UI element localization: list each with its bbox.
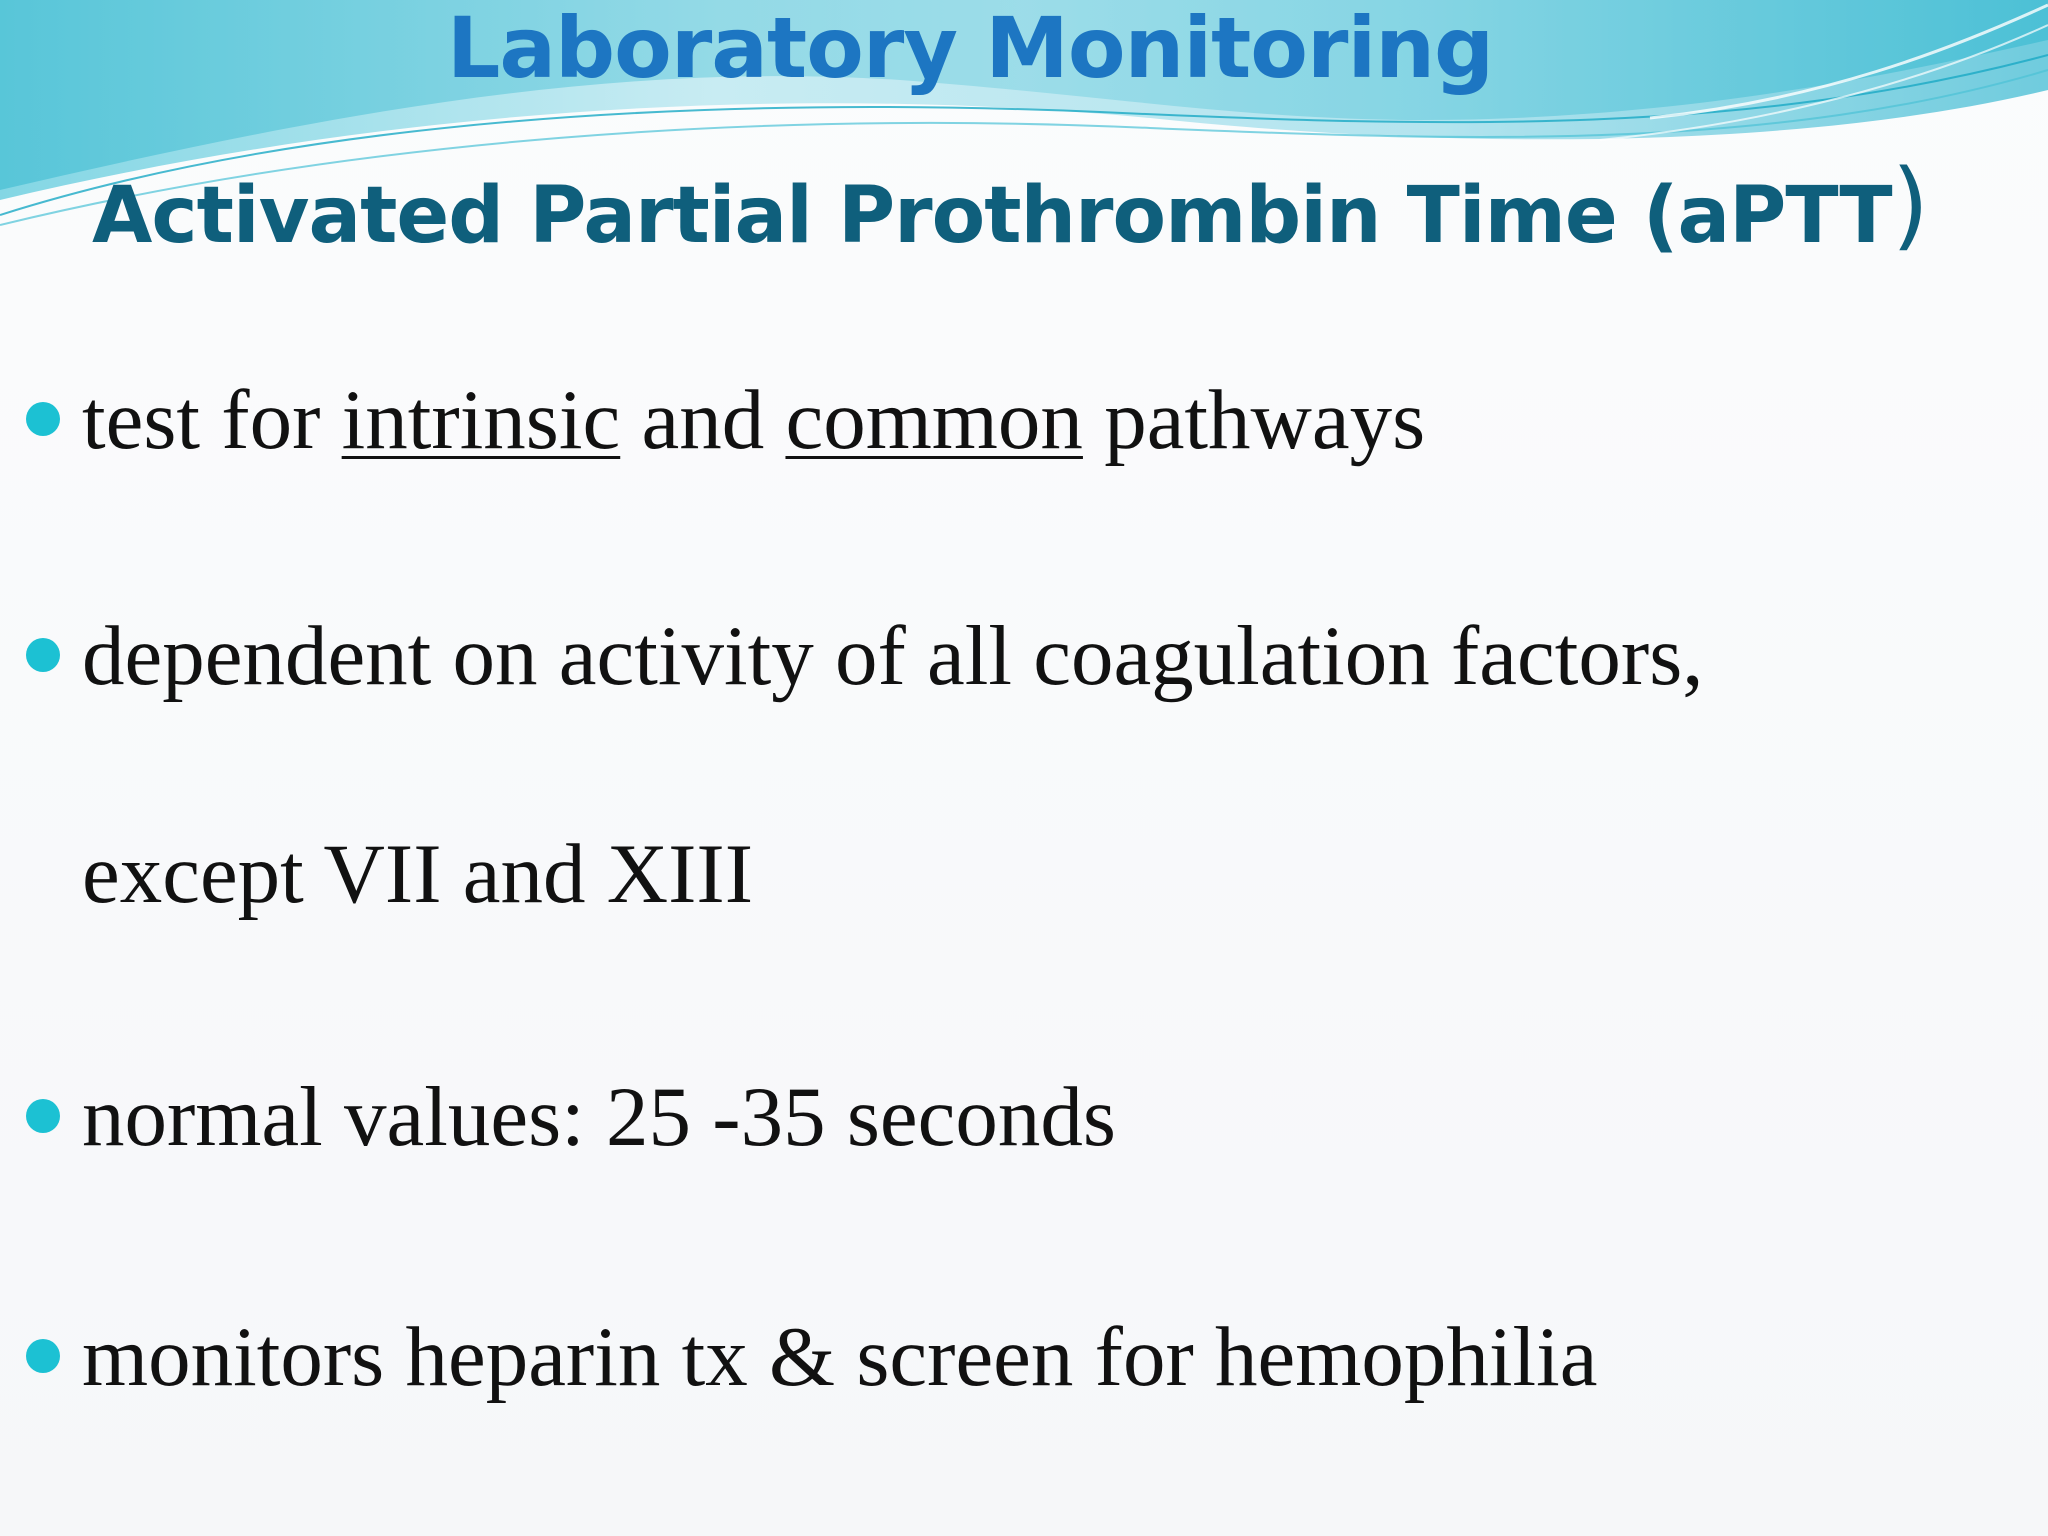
- bullet-dot-icon: [26, 1099, 60, 1133]
- bullet-1-part-1: test for: [82, 373, 342, 467]
- bullet-text-2-line-2: except VII and XIII: [82, 827, 754, 921]
- bullet-dot-icon: [26, 402, 60, 436]
- bullet-text-2-line-1: dependent on activity of all coagulation factors,: [82, 609, 1704, 703]
- bullet-1-intrinsic: intrinsic: [341, 373, 621, 467]
- bullet-dot-icon: [26, 1339, 60, 1373]
- bullet-text-1: [82, 365, 1425, 475]
- bullet-1-common: common: [785, 373, 1083, 467]
- bullet-text-3: normal values: 25 -35 seconds: [82, 1070, 1116, 1164]
- subtitle-close-paren: ): [1891, 149, 1929, 261]
- bullet-dot-icon: [26, 638, 60, 672]
- subtitle-text: Activated Partial Prothrombin Time (aPTT: [92, 171, 1892, 261]
- bullet-text-4: monitors heparin tx & screen for hemophilia: [82, 1310, 1598, 1404]
- bullet-1-part-5: pathways: [1082, 373, 1426, 467]
- bullet-1-part-3: and: [620, 373, 786, 467]
- slide-title: Laboratory Monitoring: [446, 0, 1494, 97]
